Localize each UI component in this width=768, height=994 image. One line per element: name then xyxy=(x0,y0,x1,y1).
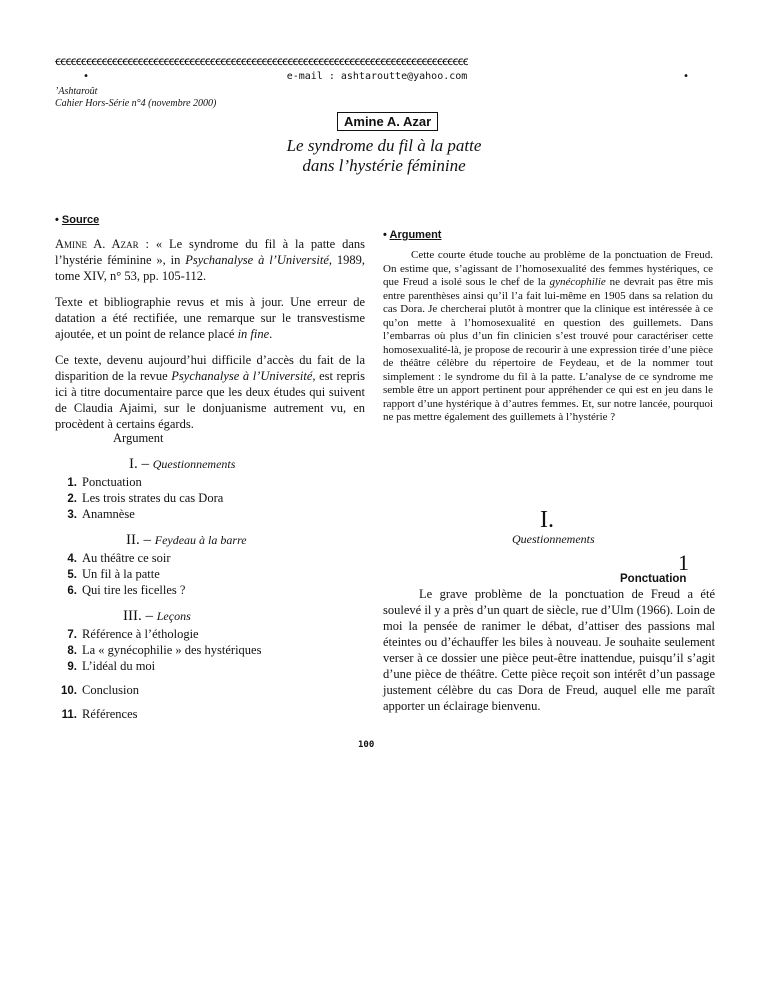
source-paragraph-1: Amine A. Azar : « Le syndrome du fil à la patte dans l’hystérie féminine », in Psychanalyse à l’Université, 1989, tome XIV, n° 53, pp. 105-112. xyxy=(55,237,366,283)
toc-item[interactable]: 10. Conclusion xyxy=(61,683,139,697)
bullet-icon: • xyxy=(682,71,689,82)
page-number: 100 xyxy=(358,740,375,750)
toc-item[interactable]: 4. Au théâtre ce soir xyxy=(67,551,171,565)
source-paragraph-2: Texte et bibliographie revus et mis à jour. Une erreur de datation a été rectifiée, une remarque sur le transvestisme ajoutée, et un point de relance placé in fine. xyxy=(55,295,365,341)
toc-item[interactable]: 3. Anamnèse xyxy=(67,507,135,521)
chapter-number: 1 xyxy=(678,550,689,575)
bullet-icon: • xyxy=(55,214,59,226)
title-line-2: dans l’hystérie féminine xyxy=(302,156,466,175)
toc-item[interactable]: 5. Un fil à la patte xyxy=(67,567,160,581)
journal-name: ’Ashtaroût xyxy=(55,86,98,97)
title-line-1: Le syndrome du fil à la patte xyxy=(286,136,482,155)
section-numeral: I. xyxy=(540,507,554,533)
chapter-title: Ponctuation xyxy=(620,573,687,585)
argument-text: Cette courte étude touche au problème de la ponctuation de Freud. On estime que, s’agissant de l’homosexualité des femmes hystériques, ce que Freud a isolé sous le chef de la gynécophilie ne devrait pas être mis entre parenthèses ainsi qu’il l’a fait lui-même en 1905 dans sa relation du cas Dora. Je chercherai plutôt à montrer que la clinique est intéressée à ce qu’on mette à l’homosexualité en question des guillemets. Dans l’embarras où plus d’un fin clinicien s’est trouvé pour caractériser cette homosexualité-là, je propose de recourir à une expression tirée d’une pièce de théâtre célèbre du répertoire de Feydeau, et de la nommer tout simplement : le syndrome du fil à la patte. L’analyse de ce syndrome me semble être un apport pertinent pour appréhender ce qui est en jeu dans le rapport d’une hystérique à d’autres femmes. Et, sur notre lancée, pourquoi ne pas mettre également des guillemets à l’hystérie ? xyxy=(383,249,714,423)
toc-item[interactable]: 7. Référence à l’éthologie xyxy=(67,627,199,641)
bullet-icon: • xyxy=(83,71,90,82)
toc-item[interactable]: 6. Qui tire les ficelles ? xyxy=(67,583,186,597)
toc-item[interactable]: 2. Les trois strates du cas Dora xyxy=(67,491,224,505)
author-name: Amine A. Azar xyxy=(337,112,438,131)
toc-item[interactable]: 8. La « gynécophilie » des hystériques xyxy=(67,643,262,657)
table-of-contents xyxy=(55,0,375,994)
toc-argument[interactable]: Argument xyxy=(113,431,164,445)
email-address[interactable]: e-mail : ashtaroutte@yahoo.com xyxy=(286,71,468,82)
toc-item[interactable]: 1. Ponctuation xyxy=(67,475,142,489)
toc-part-3[interactable]: III. – Leçons xyxy=(123,608,191,624)
argument-heading: • Argument xyxy=(383,229,442,241)
source-heading: • Source xyxy=(55,214,100,226)
bullet-icon: • xyxy=(383,229,387,241)
journal-issue: Cahier Hors-Série n°4 (novembre 2000) xyxy=(55,98,217,109)
toc-item[interactable]: 9. L’idéal du moi xyxy=(67,659,156,673)
toc-part-1[interactable]: I. – Questionnements xyxy=(129,456,236,472)
toc-part-2[interactable]: II. – Feydeau à la barre xyxy=(126,532,247,548)
source-paragraph-3: Ce texte, devenu aujourd’hui difficile d’accès du fait de la disparition de la revue Psychanalyse à l’Université, est repris ici à titre documentaire parce que les deux études qui suivent de Claudia Ajaimi, sur le donjuanisme autrement vu, en procèdent à certains égards. xyxy=(55,353,365,431)
section-subtitle: Questionnements xyxy=(512,532,595,546)
toc-item[interactable]: 11. Références xyxy=(61,707,138,721)
decorative-border: ꞓꞓꞓꞓꞓꞓꞓꞓꞓꞓꞓꞓꞓꞓꞓꞓꞓꞓꞓꞓꞓꞓꞓꞓꞓꞓꞓꞓꞓꞓꞓꞓꞓꞓꞓꞓꞓꞓꞓꞓꞓꞓꞓꞓꞓꞓꞓꞓꞓꞓꞓꞓꞓꞓꞓꞓꞓꞓꞓꞓꞓꞓꞓꞓꞓꞓꞓꞓꞓꞓꞓꞓꞓꞓꞓꞓꞓꞓꞓꞓ xyxy=(55,54,468,68)
chapter-body: Le grave problème de la ponctuation de Freud a été soulevé il y a près d’un quart de siècle, rue d’Ulm (1966). Loin de moi la pensée de ranimer le débat, d’attiser des passions mal éteintes ou d’échauffer les biles à nouveau. Je souhaite seulement verser à ce dossier une pièce peut-être inattendue, puisqu’il s’agit d’une pièce de théâtre. Cette pièce reçoit son intérêt d’un passage justement célèbre du cas Dora de Freud, auquel elle me paraît apporter un éclairage bienvenu. xyxy=(383,587,715,713)
